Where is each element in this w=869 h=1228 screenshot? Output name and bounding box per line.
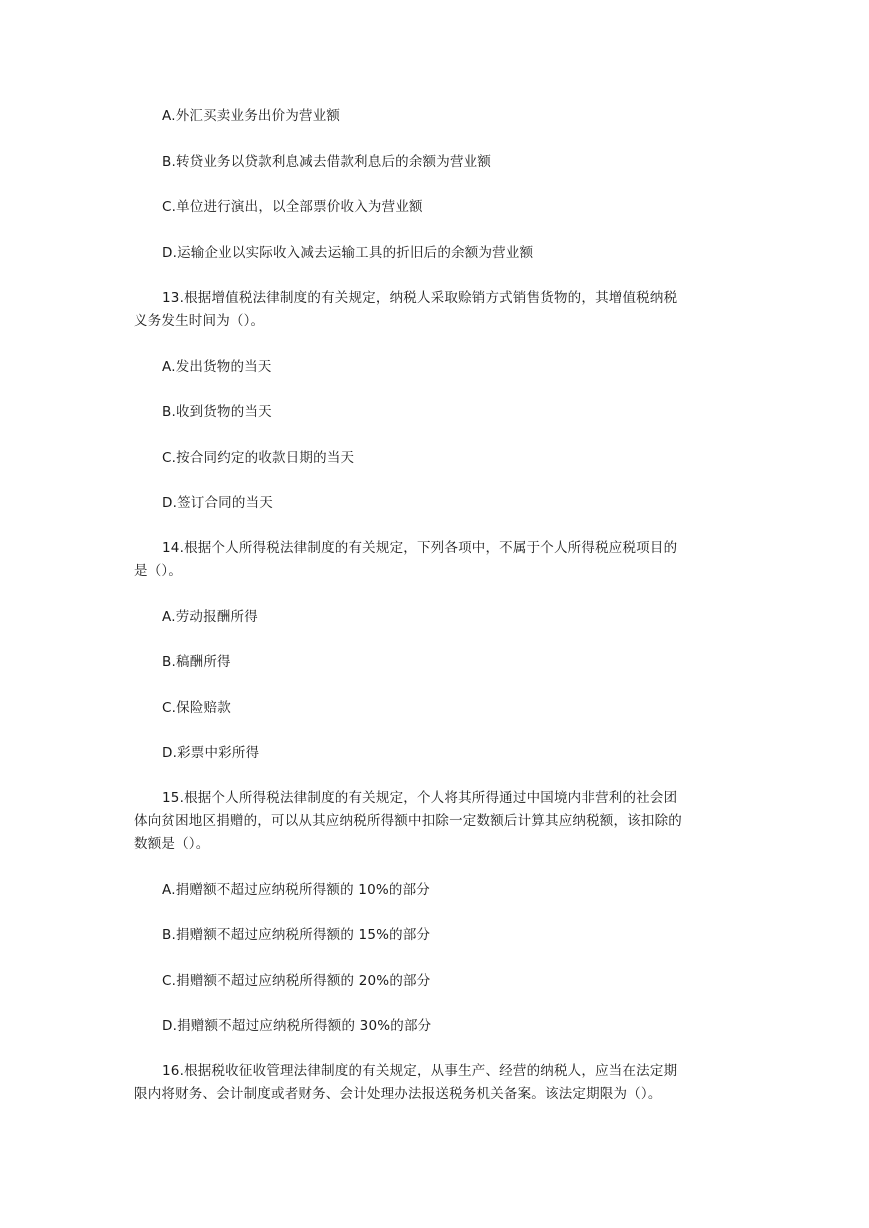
option-c: C.单位进行演出，以全部票价收入为营业额 <box>162 199 423 215</box>
option-b: B.转贷业务以贷款利息减去借款利息后的余额为营业额 <box>162 154 492 170</box>
q15-option-b: B.捐赠额不超过应纳税所得额的 15%的部分 <box>162 927 431 943</box>
q15-option-c: C.捐赠额不超过应纳税所得额的 20%的部分 <box>162 973 431 989</box>
question-16-line-1: 16.根据税收征收管理法律制度的有关规定，从事生产、经营的纳税人，应当在法定期 <box>162 1063 678 1079</box>
question-14-line-2: 是（）。 <box>134 563 183 579</box>
q15-option-d: D.捐赠额不超过应纳税所得额的 30%的部分 <box>162 1018 432 1034</box>
q13-option-b: B.收到货物的当天 <box>162 404 272 420</box>
question-13-line-2: 义务发生时间为（）。 <box>134 313 265 329</box>
q14-option-d: D.彩票中彩所得 <box>162 745 260 761</box>
q13-option-a: A.发出货物的当天 <box>162 359 272 375</box>
question-15-line-1: 15.根据个人所得税法律制度的有关规定，个人将其所得通过中国境内非营利的社会团 <box>162 790 678 806</box>
option-d: D.运输企业以实际收入减去运输工具的折旧后的余额为营业额 <box>162 245 534 261</box>
question-15-line-3: 数额是（）。 <box>134 836 210 852</box>
q15-option-a: A.捐赠额不超过应纳税所得额的 10%的部分 <box>162 882 430 898</box>
q13-option-d: D.签订合同的当天 <box>162 495 273 511</box>
question-14-line-1: 14.根据个人所得税法律制度的有关规定，下列各项中，不属于个人所得税应税项目的 <box>162 540 678 556</box>
option-a: A.外汇买卖业务出价为营业额 <box>162 108 341 124</box>
q14-option-b: B.稿酬所得 <box>162 654 231 670</box>
q14-option-c: C.保险赔款 <box>162 700 231 716</box>
q14-option-a: A.劳动报酬所得 <box>162 609 258 625</box>
question-15-line-2: 体向贫困地区捐赠的，可以从其应纳税所得额中扣除一定数额后计算其应纳税额，该扣除的 <box>134 813 682 829</box>
question-16-line-2: 限内将财务、会计制度或者财务、会计处理办法报送税务机关备案。该法定期限为（）。 <box>134 1086 662 1102</box>
question-13-line-1: 13.根据增值税法律制度的有关规定，纳税人采取赊销方式销售货物的，其增值税纳税 <box>162 290 678 306</box>
q13-option-c: C.按合同约定的收款日期的当天 <box>162 450 355 466</box>
